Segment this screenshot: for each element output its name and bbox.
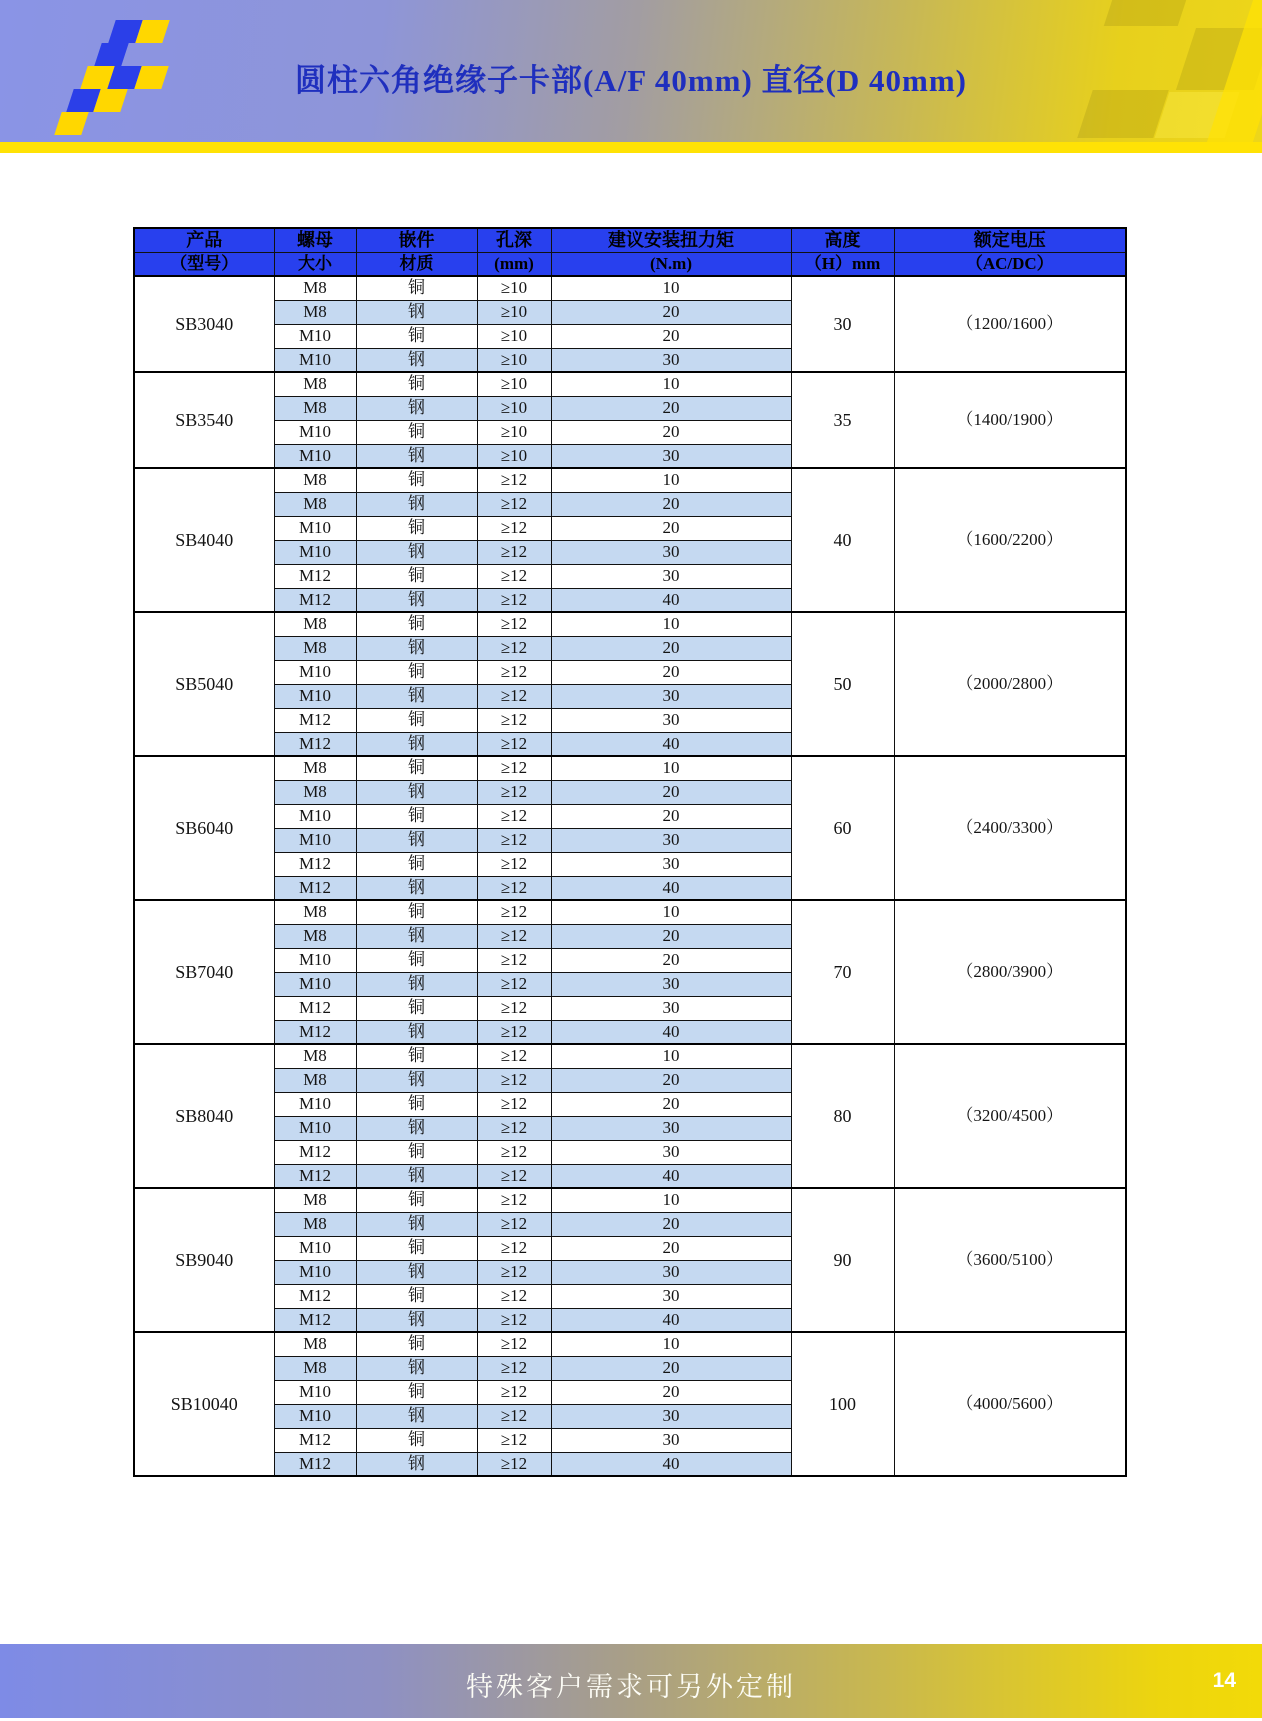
page-title: 圆柱六角绝缘子卡部(A/F 40mm) 直径(D 40mm): [294, 63, 967, 98]
table-body: [134, 276, 1126, 1476]
col-subheader-hole-depth: (mm): [477, 252, 551, 276]
hole-depth-cell: ≥10: [477, 396, 551, 420]
rated-voltage-cell: （3200/4500）: [894, 1044, 1126, 1188]
insert-material-cell: 铜: [356, 756, 477, 780]
col-header-height: 高度: [791, 228, 894, 252]
nut-size-cell: M10: [274, 828, 356, 852]
insert-material-cell: 铜: [356, 948, 477, 972]
checker-decoration: [1104, 0, 1186, 26]
nut-size-cell: M10: [274, 972, 356, 996]
rated-voltage-cell: （2800/3900）: [894, 900, 1126, 1044]
nut-size-cell: M12: [274, 1452, 356, 1476]
hole-depth-cell: ≥12: [477, 636, 551, 660]
torque-cell: 10: [551, 1044, 791, 1068]
col-subheader-torque: (N.m): [551, 252, 791, 276]
hole-depth-cell: ≥12: [477, 780, 551, 804]
hole-depth-cell: ≥12: [477, 732, 551, 756]
torque-cell: 40: [551, 732, 791, 756]
torque-cell: 40: [551, 1308, 791, 1332]
hole-depth-cell: ≥12: [477, 1260, 551, 1284]
hole-depth-cell: ≥12: [477, 684, 551, 708]
hole-depth-cell: ≥12: [477, 516, 551, 540]
torque-cell: 30: [551, 1428, 791, 1452]
torque-cell: 20: [551, 1092, 791, 1116]
nut-size-cell: M8: [274, 1212, 356, 1236]
insert-material-cell: 铜: [356, 1092, 477, 1116]
torque-cell: 20: [551, 924, 791, 948]
torque-cell: 20: [551, 300, 791, 324]
nut-size-cell: M8: [274, 924, 356, 948]
hole-depth-cell: ≥12: [477, 1212, 551, 1236]
col-header-hole-depth: 孔深: [477, 228, 551, 252]
nut-size-cell: M10: [274, 1404, 356, 1428]
table-row: [134, 756, 1126, 780]
rated-voltage-cell: （3600/5100）: [894, 1188, 1126, 1332]
hole-depth-cell: ≥10: [477, 276, 551, 300]
insert-material-cell: 钢: [356, 1068, 477, 1092]
nut-size-cell: M12: [274, 564, 356, 588]
hole-depth-cell: ≥10: [477, 324, 551, 348]
nut-size-cell: M8: [274, 612, 356, 636]
insert-material-cell: 钢: [356, 972, 477, 996]
col-subheader-height: （H）mm: [791, 252, 894, 276]
hole-depth-cell: ≥12: [477, 1140, 551, 1164]
nut-size-cell: M10: [274, 324, 356, 348]
insert-material-cell: 钢: [356, 780, 477, 804]
col-header-torque: 建议安装扭力矩: [551, 228, 791, 252]
hole-depth-cell: ≥12: [477, 900, 551, 924]
torque-cell: 20: [551, 660, 791, 684]
nut-size-cell: M8: [274, 396, 356, 420]
hole-depth-cell: ≥12: [477, 972, 551, 996]
insert-material-cell: 钢: [356, 636, 477, 660]
nut-size-cell: M10: [274, 660, 356, 684]
torque-cell: 30: [551, 540, 791, 564]
nut-size-cell: M8: [274, 468, 356, 492]
nut-size-cell: M12: [274, 852, 356, 876]
insert-material-cell: 钢: [356, 348, 477, 372]
insert-material-cell: 钢: [356, 1116, 477, 1140]
nut-size-cell: M8: [274, 780, 356, 804]
product-model-cell: SB8040: [134, 1044, 274, 1188]
height-cell: 40: [791, 468, 894, 612]
torque-cell: 30: [551, 972, 791, 996]
torque-cell: 30: [551, 1404, 791, 1428]
nut-size-cell: M10: [274, 804, 356, 828]
insert-material-cell: 铜: [356, 564, 477, 588]
nut-size-cell: M8: [274, 756, 356, 780]
nut-size-cell: M8: [274, 492, 356, 516]
torque-cell: 10: [551, 1332, 791, 1356]
insert-material-cell: 铜: [356, 420, 477, 444]
hole-depth-cell: ≥12: [477, 1020, 551, 1044]
hole-depth-cell: ≥12: [477, 1188, 551, 1212]
hole-depth-cell: ≥12: [477, 996, 551, 1020]
nut-size-cell: M10: [274, 1380, 356, 1404]
nut-size-cell: M10: [274, 348, 356, 372]
table-row: [134, 1188, 1126, 1212]
insert-material-cell: 钢: [356, 300, 477, 324]
table-header: [134, 228, 1126, 276]
nut-size-cell: M10: [274, 420, 356, 444]
col-header-voltage: 额定电压: [894, 228, 1126, 252]
product-model-cell: SB10040: [134, 1332, 274, 1476]
insert-material-cell: 铜: [356, 324, 477, 348]
insert-material-cell: 铜: [356, 900, 477, 924]
nut-size-cell: M12: [274, 1164, 356, 1188]
col-subheader-insert: 材质: [356, 252, 477, 276]
nut-size-cell: M10: [274, 948, 356, 972]
insert-material-cell: 铜: [356, 1428, 477, 1452]
nut-size-cell: M10: [274, 1260, 356, 1284]
hole-depth-cell: ≥10: [477, 348, 551, 372]
hole-depth-cell: ≥10: [477, 300, 551, 324]
hole-depth-cell: ≥12: [477, 708, 551, 732]
product-model-cell: SB9040: [134, 1188, 274, 1332]
insert-material-cell: 钢: [356, 1164, 477, 1188]
insert-material-cell: 钢: [356, 1020, 477, 1044]
torque-cell: 20: [551, 492, 791, 516]
table-row: [134, 372, 1126, 396]
torque-cell: 30: [551, 1116, 791, 1140]
page-number: 14: [1212, 1669, 1236, 1692]
insert-material-cell: 铜: [356, 372, 477, 396]
insert-material-cell: 钢: [356, 732, 477, 756]
hole-depth-cell: ≥12: [477, 852, 551, 876]
hole-depth-cell: ≥12: [477, 804, 551, 828]
torque-cell: 20: [551, 780, 791, 804]
hole-depth-cell: ≥12: [477, 660, 551, 684]
hole-depth-cell: ≥12: [477, 828, 551, 852]
insert-material-cell: 钢: [356, 1308, 477, 1332]
torque-cell: 20: [551, 804, 791, 828]
torque-cell: 30: [551, 444, 791, 468]
nut-size-cell: M10: [274, 516, 356, 540]
insert-material-cell: 铜: [356, 468, 477, 492]
torque-cell: 30: [551, 708, 791, 732]
hole-depth-cell: ≥12: [477, 948, 551, 972]
nut-size-cell: M8: [274, 1356, 356, 1380]
nut-size-cell: M12: [274, 996, 356, 1020]
torque-cell: 20: [551, 396, 791, 420]
insert-material-cell: 铜: [356, 276, 477, 300]
insert-material-cell: 钢: [356, 1404, 477, 1428]
insert-material-cell: 钢: [356, 396, 477, 420]
nut-size-cell: M12: [274, 708, 356, 732]
torque-cell: 10: [551, 276, 791, 300]
hole-depth-cell: ≥12: [477, 756, 551, 780]
torque-cell: 20: [551, 1068, 791, 1092]
nut-size-cell: M8: [274, 1188, 356, 1212]
height-cell: 70: [791, 900, 894, 1044]
hole-depth-cell: ≥12: [477, 612, 551, 636]
nut-size-cell: M12: [274, 1308, 356, 1332]
insert-material-cell: 铜: [356, 660, 477, 684]
hole-depth-cell: ≥12: [477, 1044, 551, 1068]
insert-material-cell: 钢: [356, 828, 477, 852]
nut-size-cell: M8: [274, 900, 356, 924]
torque-cell: 30: [551, 684, 791, 708]
hole-depth-cell: ≥12: [477, 1404, 551, 1428]
hole-depth-cell: ≥12: [477, 540, 551, 564]
torque-cell: 30: [551, 996, 791, 1020]
torque-cell: 30: [551, 828, 791, 852]
hole-depth-cell: ≥10: [477, 444, 551, 468]
hole-depth-cell: ≥10: [477, 420, 551, 444]
torque-cell: 20: [551, 420, 791, 444]
hole-depth-cell: ≥12: [477, 1116, 551, 1140]
product-model-cell: SB3040: [134, 276, 274, 372]
hole-depth-cell: ≥12: [477, 1164, 551, 1188]
torque-cell: 40: [551, 1020, 791, 1044]
torque-cell: 30: [551, 1284, 791, 1308]
hole-depth-cell: ≥12: [477, 1332, 551, 1356]
hole-depth-cell: ≥12: [477, 1380, 551, 1404]
table-row: [134, 1044, 1126, 1068]
nut-size-cell: M8: [274, 372, 356, 396]
torque-cell: 30: [551, 348, 791, 372]
height-cell: 30: [791, 276, 894, 372]
hole-depth-cell: ≥12: [477, 1092, 551, 1116]
product-model-cell: SB4040: [134, 468, 274, 612]
height-cell: 35: [791, 372, 894, 468]
nut-size-cell: M8: [274, 276, 356, 300]
nut-size-cell: M10: [274, 1116, 356, 1140]
nut-size-cell: M12: [274, 876, 356, 900]
insert-material-cell: 钢: [356, 444, 477, 468]
hole-depth-cell: ≥12: [477, 588, 551, 612]
torque-cell: 40: [551, 588, 791, 612]
insert-material-cell: 铜: [356, 1236, 477, 1260]
col-subheader-voltage: （AC/DC）: [894, 252, 1126, 276]
nut-size-cell: M12: [274, 588, 356, 612]
table-row: [134, 900, 1126, 924]
nut-size-cell: M8: [274, 300, 356, 324]
height-cell: 60: [791, 756, 894, 900]
product-model-cell: SB5040: [134, 612, 274, 756]
nut-size-cell: M8: [274, 1068, 356, 1092]
torque-cell: 10: [551, 900, 791, 924]
insert-material-cell: 钢: [356, 1212, 477, 1236]
torque-cell: 40: [551, 1164, 791, 1188]
torque-cell: 30: [551, 1140, 791, 1164]
nut-size-cell: M12: [274, 732, 356, 756]
torque-cell: 10: [551, 372, 791, 396]
col-header-insert: 嵌件: [356, 228, 477, 252]
insert-material-cell: 铜: [356, 1140, 477, 1164]
hole-depth-cell: ≥12: [477, 876, 551, 900]
nut-size-cell: M10: [274, 540, 356, 564]
insert-material-cell: 铜: [356, 1380, 477, 1404]
hole-depth-cell: ≥12: [477, 924, 551, 948]
nut-size-cell: M10: [274, 444, 356, 468]
insert-material-cell: 铜: [356, 1284, 477, 1308]
torque-cell: 20: [551, 516, 791, 540]
torque-cell: 20: [551, 1212, 791, 1236]
torque-cell: 40: [551, 1452, 791, 1476]
table-row: [134, 1332, 1126, 1356]
nut-size-cell: M12: [274, 1140, 356, 1164]
hole-depth-cell: ≥12: [477, 468, 551, 492]
insert-material-cell: 铜: [356, 804, 477, 828]
header-band: [0, 0, 1262, 142]
rated-voltage-cell: （1600/2200）: [894, 468, 1126, 612]
nut-size-cell: M10: [274, 1092, 356, 1116]
torque-cell: 20: [551, 948, 791, 972]
torque-cell: 10: [551, 612, 791, 636]
hole-depth-cell: ≥12: [477, 1284, 551, 1308]
rated-voltage-cell: （4000/5600）: [894, 1332, 1126, 1476]
insert-material-cell: 铜: [356, 516, 477, 540]
height-cell: 80: [791, 1044, 894, 1188]
insert-material-cell: 铜: [356, 996, 477, 1020]
product-model-cell: SB6040: [134, 756, 274, 900]
hole-depth-cell: ≥12: [477, 564, 551, 588]
insert-material-cell: 钢: [356, 1452, 477, 1476]
insert-material-cell: 铜: [356, 1332, 477, 1356]
table-row: [134, 276, 1126, 300]
nut-size-cell: M8: [274, 636, 356, 660]
insert-material-cell: 铜: [356, 1044, 477, 1068]
insert-material-cell: 钢: [356, 924, 477, 948]
insert-material-cell: 铜: [356, 852, 477, 876]
hole-depth-cell: ≥12: [477, 492, 551, 516]
footer-note: 特殊客户需求可另外定制: [466, 1672, 796, 1702]
insert-material-cell: 钢: [356, 876, 477, 900]
torque-cell: 20: [551, 324, 791, 348]
torque-cell: 20: [551, 1356, 791, 1380]
torque-cell: 40: [551, 876, 791, 900]
nut-size-cell: M12: [274, 1284, 356, 1308]
insert-material-cell: 铜: [356, 1188, 477, 1212]
rated-voltage-cell: （1400/1900）: [894, 372, 1126, 468]
insert-material-cell: 钢: [356, 1260, 477, 1284]
nut-size-cell: M12: [274, 1020, 356, 1044]
hole-depth-cell: ≥12: [477, 1308, 551, 1332]
rated-voltage-cell: （1200/1600）: [894, 276, 1126, 372]
product-spec-table: [133, 227, 1127, 1477]
torque-cell: 20: [551, 1380, 791, 1404]
col-header-nut: 螺母: [274, 228, 356, 252]
insert-material-cell: 钢: [356, 540, 477, 564]
torque-cell: 30: [551, 852, 791, 876]
nut-size-cell: M12: [274, 1428, 356, 1452]
hole-depth-cell: ≥10: [477, 372, 551, 396]
torque-cell: 30: [551, 564, 791, 588]
table-row: [134, 468, 1126, 492]
hole-depth-cell: ≥12: [477, 1068, 551, 1092]
hole-depth-cell: ≥12: [477, 1452, 551, 1476]
hole-depth-cell: ≥12: [477, 1356, 551, 1380]
torque-cell: 20: [551, 636, 791, 660]
header-accent-strip: [0, 142, 1262, 153]
rated-voltage-cell: （2400/3300）: [894, 756, 1126, 900]
product-model-cell: SB3540: [134, 372, 274, 468]
nut-size-cell: M10: [274, 684, 356, 708]
height-cell: 90: [791, 1188, 894, 1332]
torque-cell: 10: [551, 468, 791, 492]
height-cell: 50: [791, 612, 894, 756]
col-subheader-product: （型号）: [134, 252, 274, 276]
insert-material-cell: 铜: [356, 708, 477, 732]
hole-depth-cell: ≥12: [477, 1428, 551, 1452]
footer-band: [0, 1644, 1262, 1718]
table-row: [134, 612, 1126, 636]
nut-size-cell: M10: [274, 1236, 356, 1260]
insert-material-cell: 钢: [356, 1356, 477, 1380]
insert-material-cell: 钢: [356, 684, 477, 708]
col-header-product: 产品: [134, 228, 274, 252]
torque-cell: 20: [551, 1236, 791, 1260]
rated-voltage-cell: （2000/2800）: [894, 612, 1126, 756]
hole-depth-cell: ≥12: [477, 1236, 551, 1260]
torque-cell: 10: [551, 756, 791, 780]
checker-decoration: [1077, 90, 1169, 138]
insert-material-cell: 铜: [356, 612, 477, 636]
torque-cell: 10: [551, 1188, 791, 1212]
nut-size-cell: M8: [274, 1332, 356, 1356]
nut-size-cell: M8: [274, 1044, 356, 1068]
insert-material-cell: 钢: [356, 492, 477, 516]
height-cell: 100: [791, 1332, 894, 1476]
insert-material-cell: 钢: [356, 588, 477, 612]
torque-cell: 30: [551, 1260, 791, 1284]
col-subheader-nut: 大小: [274, 252, 356, 276]
product-model-cell: SB7040: [134, 900, 274, 1044]
